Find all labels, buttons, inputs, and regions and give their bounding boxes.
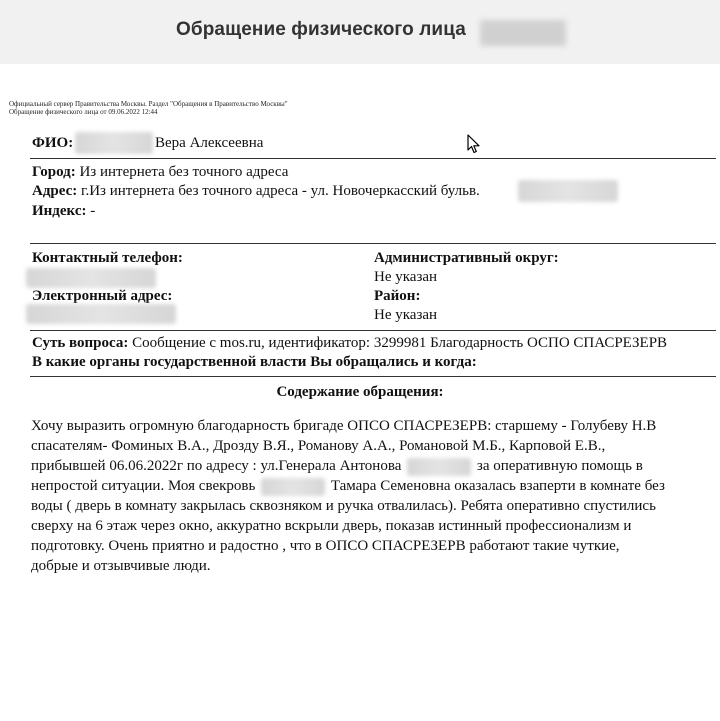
- redacted-surname: [480, 20, 566, 46]
- redacted-house: [407, 458, 471, 476]
- content-line: сверху на 6 этаж через окно, аккуратно вскрыли дверь, показав истинный профессионализм и: [31, 518, 632, 534]
- district-label: Район:: [374, 288, 421, 304]
- fio-name: Вера Алексеевна: [155, 135, 264, 151]
- city-row: [32, 164, 288, 181]
- mouse-cursor-icon: [467, 134, 481, 159]
- address-label: Адрес:: [32, 183, 78, 199]
- content-line: спасателям- Фоминых В.А., Дрозду В.Я., Романову А.А., Романовой М.Б., Карповой Е.В.,: [31, 438, 606, 454]
- organs-label: В какие органы государственной власти Вы обращались и когда:: [32, 354, 477, 370]
- address-row: [32, 183, 480, 200]
- content-line: Хочу выразить огромную благодарность бригаде ОПСО СПАСРЕЗЕРВ: старшему - Голубеву Н.В: [31, 418, 657, 434]
- redacted-address: [518, 180, 618, 202]
- divider: [30, 158, 716, 159]
- city-label: Город:: [32, 164, 76, 180]
- index-row: [32, 203, 95, 220]
- content-line: добрые и отзывчивые люди.: [31, 558, 211, 574]
- content-line-part: прибывшей 06.06.2022г по адресу : ул.Генерала Антонова: [31, 458, 402, 474]
- divider: [30, 330, 716, 331]
- content-line: воды ( дверь в комнату закрылась сквозняком и ручка отвалилась). Ребята оперативно спустились: [31, 498, 656, 514]
- district-value: Не указан: [374, 307, 438, 323]
- content-body: [31, 416, 720, 576]
- index-value: -: [90, 203, 96, 219]
- meta-line-1: Официальный сервер Правительства Москвы. Раздел "Обращения в Правительство Москвы": [9, 100, 288, 108]
- content-line: подготовку. Очень приятно и радостно , что в ОПСО СПАСРЕЗЕРВ работают такие чуткие,: [31, 538, 620, 554]
- content-line: [31, 476, 720, 496]
- page-title: Обращение физического лица: [176, 19, 466, 40]
- address-value: г.Из интернета без точного адреса - ул. Новочеркасский бульв.: [81, 183, 480, 199]
- redacted-email: [26, 304, 176, 324]
- content-line: [31, 456, 720, 476]
- redacted-surname: [261, 478, 325, 496]
- question-value: Сообщение с mos.ru, идентификатор: 3299981 Благодарность ОСПО СПАСРЕЗЕРВ: [132, 335, 668, 351]
- fio-label: ФИО:: [32, 135, 74, 151]
- phone-label: Контактный телефон:: [32, 250, 183, 266]
- question-label: Суть вопроса:: [32, 335, 129, 351]
- divider: [30, 243, 716, 244]
- divider: [30, 376, 716, 377]
- redacted-phone: [26, 268, 156, 288]
- email-label: Электронный адрес:: [32, 288, 173, 304]
- content-line-part: за оперативную помощь в: [476, 458, 643, 474]
- okrug-label: Административный округ:: [374, 250, 559, 266]
- document-meta: [9, 100, 288, 116]
- city-value: Из интернета без точного адреса: [79, 164, 289, 180]
- index-label: Индекс:: [32, 203, 87, 219]
- meta-line-2: Обращение физического лица от 09.06.2022 12:44: [9, 108, 158, 116]
- redacted-fio-surname: [75, 132, 153, 154]
- content-line-part: Тамара Семеновна оказалась взаперти в комнате без: [330, 478, 665, 494]
- page-header: [0, 0, 720, 64]
- content-line-part: непростой ситуации. Моя свекровь: [31, 478, 256, 494]
- question-row: [32, 335, 667, 352]
- okrug-value: Не указан: [374, 269, 438, 285]
- content-title: Содержание обращения:: [276, 384, 444, 400]
